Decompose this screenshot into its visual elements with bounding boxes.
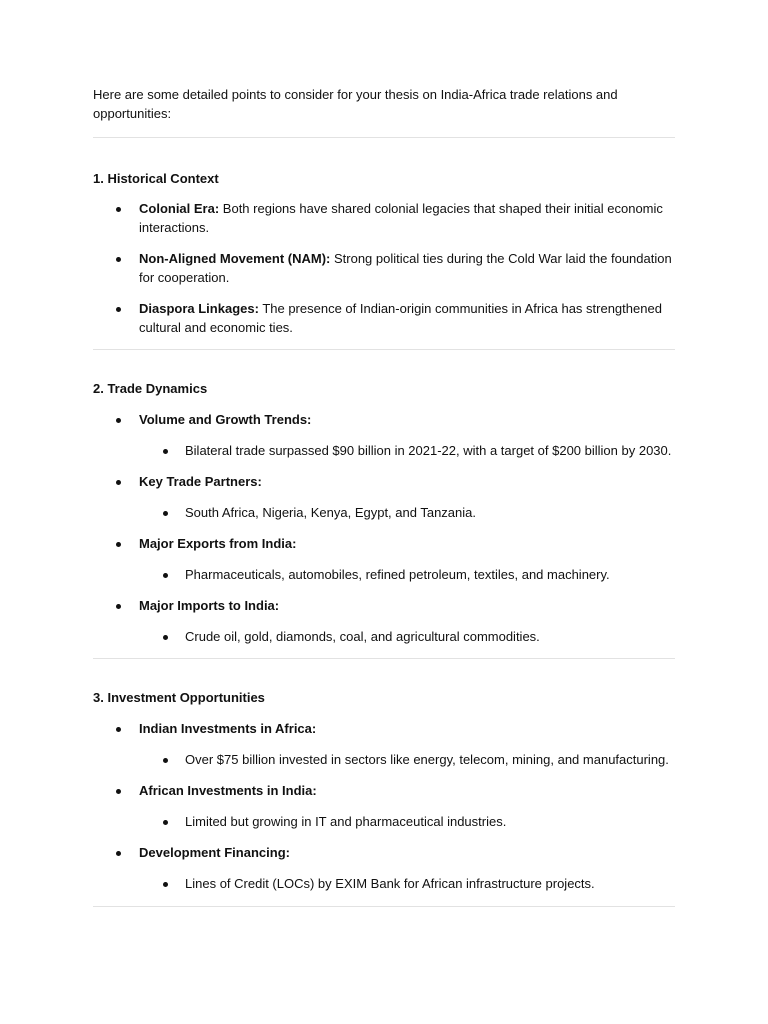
sub-list-item xyxy=(93,565,675,584)
item-label: Non-Aligned Movement (NAM): xyxy=(139,251,331,266)
item-label: Volume and Growth Trends: xyxy=(139,412,312,427)
item-label: Diaspora Linkages: xyxy=(139,301,259,316)
divider xyxy=(93,658,675,659)
sub-list-item xyxy=(93,874,675,893)
item-label: Indian Investments in Africa: xyxy=(139,721,317,736)
item-label: Colonial Era: xyxy=(139,201,220,216)
list-item xyxy=(93,249,675,287)
bullet-list xyxy=(93,199,675,337)
sub-item-text: Pharmaceuticals, automobiles, refined petroleum, textiles, and machinery. xyxy=(185,567,610,582)
list-item xyxy=(93,596,675,615)
sub-list-item xyxy=(93,627,675,646)
sub-item-text: South Africa, Nigeria, Kenya, Egypt, and Tanzania. xyxy=(185,505,476,520)
section-investment-opportunities xyxy=(93,688,675,893)
list-item xyxy=(93,199,675,237)
sub-list-item xyxy=(93,750,675,769)
sub-list-item xyxy=(93,441,675,460)
list-item xyxy=(93,299,675,337)
sub-item-text: Limited but growing in IT and pharmaceutical industries. xyxy=(185,814,507,829)
item-label: Major Exports from India: xyxy=(139,536,297,551)
item-text: Both regions have shared colonial legacies that shaped their initial economic interactions. xyxy=(139,201,663,235)
section-title: 3. Investment Opportunities xyxy=(93,690,265,705)
divider xyxy=(93,137,675,138)
document-body xyxy=(93,85,675,907)
item-text: The presence of Indian-origin communities in Africa has strengthened cultural and economic ties. xyxy=(139,301,662,335)
sub-item-text: Over $75 billion invested in sectors like energy, telecom, mining, and manufacturing. xyxy=(185,752,669,767)
section-title: 1. Historical Context xyxy=(93,171,219,186)
list-item xyxy=(93,534,675,553)
item-label: African Investments in India: xyxy=(139,783,317,798)
sub-list-item xyxy=(93,812,675,831)
divider xyxy=(93,906,675,907)
sub-item-text: Lines of Credit (LOCs) by EXIM Bank for African infrastructure projects. xyxy=(185,876,595,891)
divider xyxy=(93,349,675,350)
item-label: Development Financing: xyxy=(139,845,290,860)
bullet-list xyxy=(93,410,675,646)
intro-paragraph: Here are some detailed points to consider for your thesis on India-Africa trade relations and opportunities: xyxy=(93,87,618,121)
item-text: Strong political ties during the Cold War laid the foundation for cooperation. xyxy=(139,251,672,285)
list-item xyxy=(93,472,675,491)
item-label: Key Trade Partners: xyxy=(139,474,262,489)
list-item xyxy=(93,410,675,429)
section-trade-dynamics xyxy=(93,379,675,646)
list-item xyxy=(93,719,675,738)
list-item xyxy=(93,843,675,862)
section-historical-context xyxy=(93,169,675,337)
sub-item-text: Bilateral trade surpassed $90 billion in 2021-22, with a target of $200 billion by 2030. xyxy=(185,443,672,458)
item-label: Major Imports to India: xyxy=(139,598,280,613)
bullet-list xyxy=(93,719,675,893)
section-title: 2. Trade Dynamics xyxy=(93,381,208,396)
list-item xyxy=(93,781,675,800)
sub-item-text: Crude oil, gold, diamonds, coal, and agricultural commodities. xyxy=(185,629,540,644)
sub-list-item xyxy=(93,503,675,522)
